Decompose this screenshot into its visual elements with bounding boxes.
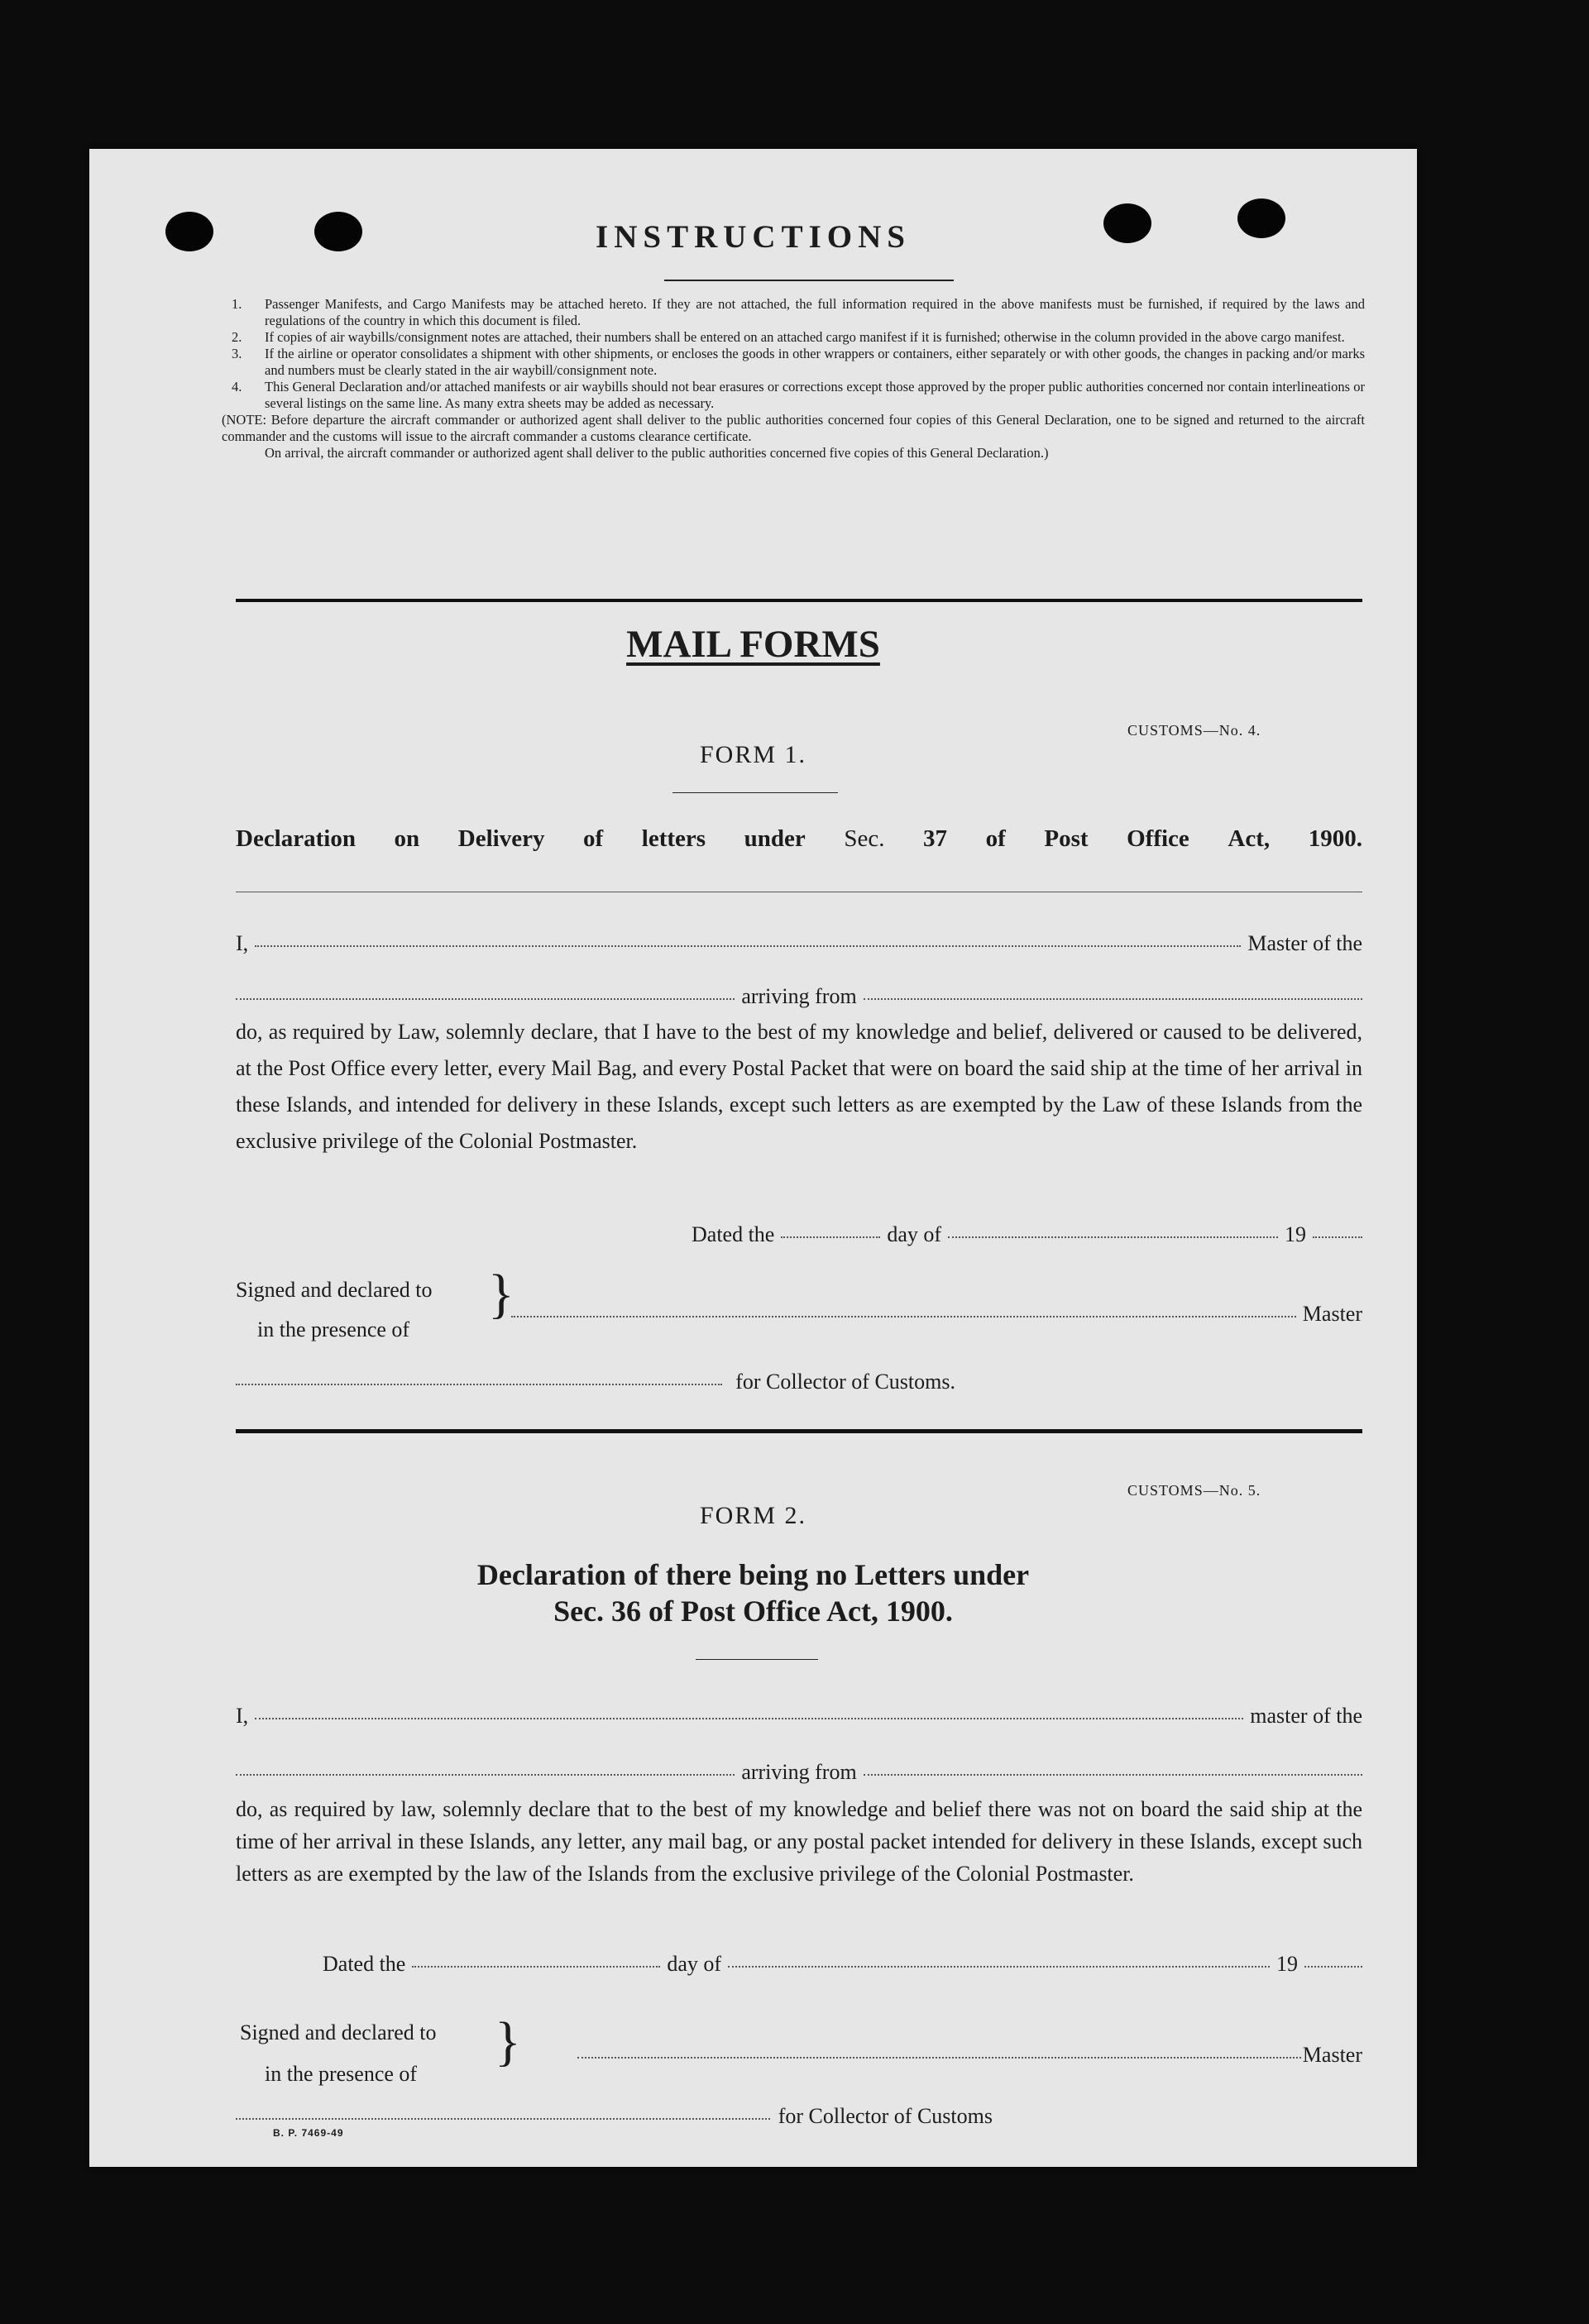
form1-signed-block <box>236 1270 433 1350</box>
divider <box>672 792 838 793</box>
divider <box>696 1659 818 1660</box>
form1-ship-line <box>236 984 1362 1009</box>
master-name-field[interactable] <box>255 945 1241 947</box>
customs-number: CUSTOMS—No. 4. <box>1127 722 1261 739</box>
label-master: Master <box>1302 1302 1362 1326</box>
heading-word: Delivery <box>457 825 545 852</box>
label-presence: in the presence of <box>257 1317 410 1341</box>
heading-word: Declaration <box>236 825 356 852</box>
label-signed: Signed and declared to <box>236 1278 433 1302</box>
print-code: B. P. 7469-49 <box>273 2127 344 2139</box>
instructions-list <box>222 296 1365 461</box>
instruction-text: Passenger Manifests, and Cargo Manifests may be attached hereto. If they are not attached, the full information required in the above manifests must be furnished, if required by the laws and regulations of the country in which this document is filed. <box>265 296 1365 328</box>
instruction-number: 2. <box>232 329 242 345</box>
collector-signature-field[interactable] <box>236 1384 722 1385</box>
instruction-item <box>232 296 1365 329</box>
form2-declaration-heading-line1: Declaration of there being no Letters under <box>476 1558 1030 1591</box>
label-i: I, <box>236 1704 249 1728</box>
instructions-title: INSTRUCTIONS <box>596 219 911 255</box>
heading-word: of <box>985 825 1006 852</box>
collector-signature-field[interactable] <box>236 2118 770 2120</box>
label-master: Master <box>1302 2043 1362 2067</box>
heading-word: 1900. <box>1308 825 1362 852</box>
arriving-from-field[interactable] <box>864 998 1362 1000</box>
date-day-field[interactable] <box>412 1966 660 1968</box>
heading-word: Sec. <box>844 825 885 852</box>
form2-signed-block <box>240 2012 437 2095</box>
section-divider <box>236 599 1362 602</box>
date-month-field[interactable] <box>728 1966 1270 1968</box>
customs-number: CUSTOMS—No. 5. <box>1127 1482 1261 1499</box>
label-day-of: day of <box>887 1222 942 1246</box>
instruction-note: (NOTE: Before departure the aircraft commander or authorized agent shall deliver to the public authorities concerned four copies of this General Declaration, one to be signed and returned to the aircraft commander and the customs will issue to the aircraft commander a customs clearance certificate. <box>222 412 1365 444</box>
heading-word: 37 <box>923 825 948 852</box>
label-master-of: Master of the <box>1247 931 1362 955</box>
form2-master-line <box>236 1704 1362 1729</box>
form2-collector-line <box>236 2104 993 2129</box>
document-page <box>89 149 1417 2167</box>
form1-declaration-heading <box>236 825 1362 853</box>
label-dated: Dated the <box>692 1222 775 1246</box>
instruction-item <box>232 346 1365 379</box>
label-arriving-from: arriving from <box>741 984 857 1008</box>
label-dated: Dated the <box>323 1952 406 1976</box>
label-i: I, <box>236 931 249 955</box>
form2-declaration-body: do, as required by law, solemnly declare that to the best of my knowledge and belief there was not on board the said ship at the time of her arrival in these Islands, any letter, any mail bag, or any postal packet intended for delivery in these Islands, except such letters as are exempted by the law of the Islands from the exclusive privilege of the Colonial Postmaster. <box>236 1797 1362 1886</box>
ship-name-field[interactable] <box>236 1774 735 1776</box>
form1-master-signature-line <box>511 1302 1362 1327</box>
brace: } <box>488 1264 515 1324</box>
section-divider <box>236 1429 1362 1433</box>
ship-name-field[interactable] <box>236 998 735 1000</box>
date-month-field[interactable] <box>948 1236 1278 1238</box>
instruction-text: This General Declaration and/or attached manifests or air waybills should not bear erasures or corrections except those approved by the proper public authorities concerned nor contain interlineations or several listings on the same line. As many extra sheets may be added as necessary. <box>265 379 1365 411</box>
heading-word: Act, <box>1228 825 1271 852</box>
heading-word: letters <box>641 825 706 852</box>
heading-word: under <box>744 825 806 852</box>
heading-word: Office <box>1127 825 1189 852</box>
form1-title: FORM 1. <box>699 741 807 768</box>
instruction-item <box>232 329 1365 346</box>
date-year-field[interactable] <box>1313 1236 1362 1238</box>
form1-dated-line <box>692 1222 1362 1247</box>
instruction-number: 4. <box>232 379 242 395</box>
label-presence: in the presence of <box>265 2062 418 2086</box>
form2-declaration-heading-line2: Sec. 36 of Post Office Act, 1900. <box>553 1595 953 1628</box>
label-signed: Signed and declared to <box>240 2020 437 2044</box>
brace: } <box>495 2011 521 2072</box>
label-collector: for Collector of Customs <box>778 2104 993 2128</box>
date-day-field[interactable] <box>781 1236 880 1238</box>
form2-master-signature-line <box>577 2043 1362 2068</box>
divider <box>664 280 954 281</box>
label-year: 19 <box>1276 1952 1298 1976</box>
label-master-of: master of the <box>1250 1704 1362 1728</box>
heading-word: Post <box>1044 825 1089 852</box>
label-collector: for Collector of Customs. <box>735 1370 955 1394</box>
heading-word: of <box>583 825 604 852</box>
mail-forms-title: MAIL FORMS <box>626 623 880 666</box>
arriving-from-field[interactable] <box>864 1774 1362 1776</box>
instruction-note-arrival: On arrival, the aircraft commander or authorized agent shall deliver to the public authorities concerned five copies of this General Declaration.) <box>265 445 1049 461</box>
form2-title: FORM 2. <box>699 1502 807 1529</box>
instruction-number: 3. <box>232 346 242 361</box>
label-day-of: day of <box>667 1952 722 1976</box>
label-arriving-from: arriving from <box>741 1760 857 1784</box>
instruction-text: If the airline or operator consolidates a shipment with other shipments, or encloses the goods in other wrappers or containers, either separately or with other goods, the changes in packing and/or marks and numbers must be clearly stated in the air waybill/consignment note. <box>265 346 1365 378</box>
master-signature-field[interactable] <box>577 2057 1301 2059</box>
form1-declaration-body: do, as required by Law, solemnly declare, that I have to the best of my knowledge and belief, delivered or caused to be delivered, at the Post Office every letter, every Mail Bag, and every Postal Packet that were on board the said ship at the time of her arrival in these Islands, and intended for delivery in these Islands, except such letters as are exempted by the Law of these Islands from the exclusive privilege of the Colonial Postmaster. <box>236 1020 1362 1153</box>
instruction-text: If copies of air waybills/consignment notes are attached, their numbers shall be entered on an attached cargo manifest if it is furnished; otherwise in the column provided in the above cargo manifest. <box>265 329 1345 345</box>
master-signature-field[interactable] <box>511 1316 1296 1317</box>
instruction-number: 1. <box>232 296 242 312</box>
heading-word: on <box>394 825 420 852</box>
label-year: 19 <box>1285 1222 1306 1246</box>
form2-dated-line <box>323 1952 1362 1977</box>
master-name-field[interactable] <box>255 1718 1243 1719</box>
instruction-item <box>232 379 1365 412</box>
date-year-field[interactable] <box>1304 1966 1362 1968</box>
form2-ship-line <box>236 1760 1362 1785</box>
form1-collector-line <box>236 1370 955 1394</box>
form1-master-line <box>236 931 1362 956</box>
